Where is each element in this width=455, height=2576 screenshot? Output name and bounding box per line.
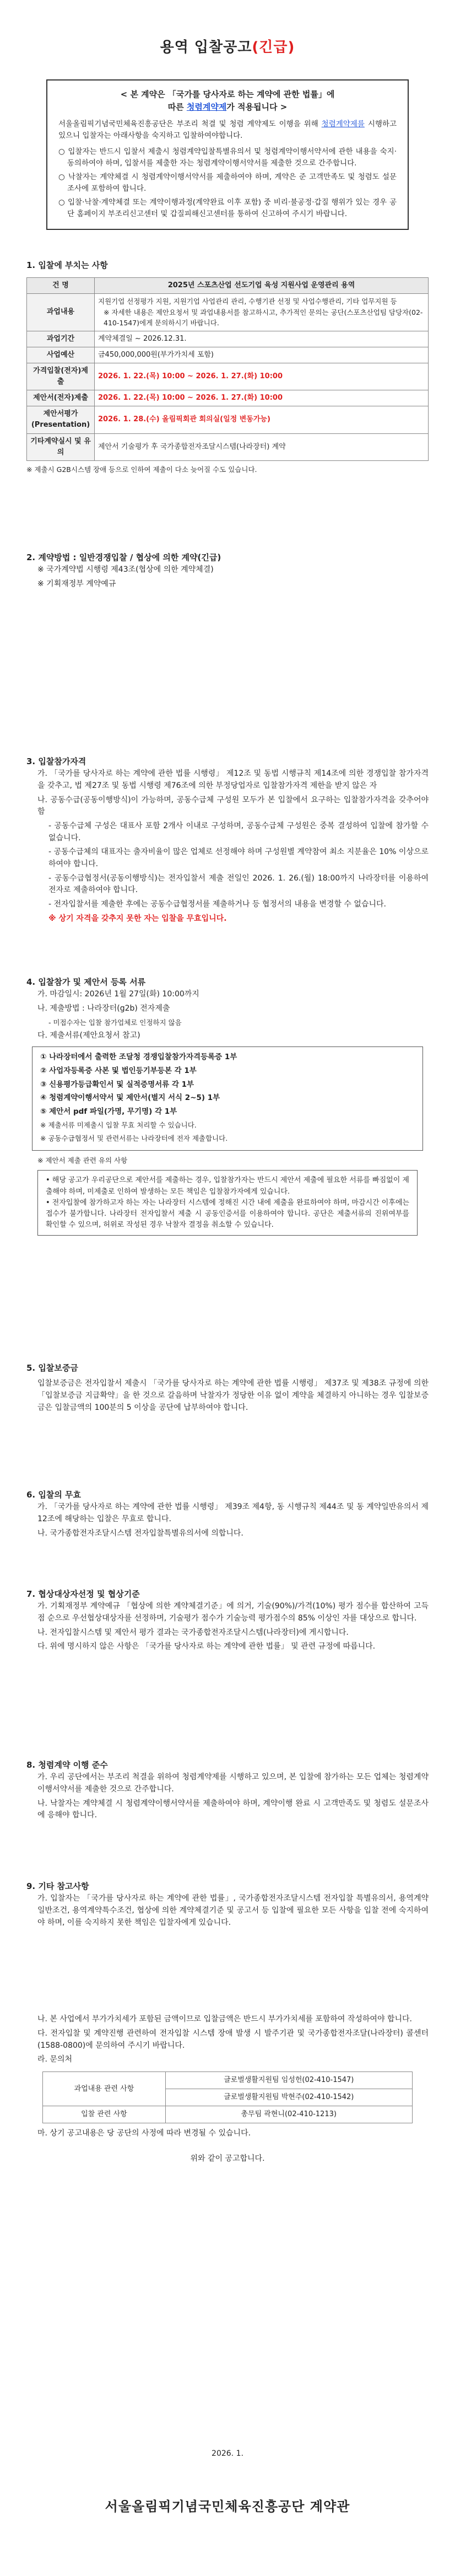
required-documents-box <box>32 1046 423 1151</box>
closing-text: 위와 같이 공고합니다. <box>190 2154 265 2164</box>
section-3-warning: ※ 상기 자격을 갖추지 못한 자는 입찰을 무효입니다. <box>48 914 227 923</box>
document-item: ③ 신용평가등급확인서 및 실적증명서류 각 1부 <box>40 1080 194 1089</box>
deadline-line: 가. 마감일시: 2026년 1월 27일(화) 10:00까지 <box>37 990 199 999</box>
contact-person: 총무팀 곽현니(02-410-1213) <box>165 2106 412 2123</box>
document-item: ② 사업자등록증 사본 및 법인등기부등본 각 1부 <box>40 1066 197 1075</box>
section-6 <box>26 1489 429 1542</box>
notice-heading-pre: 따른 <box>167 101 187 112</box>
row-label: 사업예산 <box>27 347 95 363</box>
section-8-line: 나. 낙찰자는 계약체결 시 청렴계약이행서약서를 제출하여야 하며, 계약이행 완료 시 고객만족도 및 청렴도 설문조사에 응해야 합니다. <box>37 1799 429 1820</box>
row-value: 2026. 1. 22.(목) 10:00 ~ 2026. 1. 27.(화) 10:00 <box>95 363 429 390</box>
section-9-line: 가. 입찰자는 「국가를 당사자로 하는 계약에 관한 법률」, 국가종합전자조달시스템 전자입찰 특별유의서, 용역계약일반조건, 용역계약특수조건, 협상에 의한 계약체결기준 및 공고서 등 입찰에 필요한 모든 사항을 입찰 전에 숙지하여야 하며, 이를 숙지하지 못한 책임은 입찰자에게 있습니다. <box>37 1894 429 1927</box>
table-row <box>43 2072 413 2089</box>
table-row <box>43 2106 413 2123</box>
notice-intro-post: 시행하고 있으니 입찰자는 아래사항을 숙지하고 입찰하여야합니다. <box>58 120 397 141</box>
notice-heading-post: 가 적용됩니다 > <box>226 101 288 112</box>
notice-intro-pre: 서울올림픽기념국민체육진흥공단은 부조리 척결 및 청렴 계약제도 이행을 위해 <box>58 120 322 129</box>
contact-table <box>42 2071 413 2123</box>
section-7-heading: 7. 협상대상자선정 및 협상기준 <box>26 1589 140 1599</box>
section-5-body: 입찰보증금은 전자입찰서 제출시 「국가를 당사자로 하는 계약에 관한 법률 시행령」 제37조 및 제38조 규정에 의한 「입찰보증금 지급확약」을 한 것으로 갈음하며 낙찰자가 정당한 이유 없이 계약을 체결하지 아니하는 경우 입찰보증금은 입찰금액의 100분의 5 이상을 공단에 납부하여야 합니다. <box>37 1379 429 1412</box>
row-value: 계약체결일 ~ 2026.12.31. <box>95 331 429 347</box>
announcement-date: 2026. 1. <box>212 2449 243 2458</box>
section-9-heading: 9. 기타 참고사항 <box>26 1881 89 1891</box>
section-9-line: 다. 전자입찰 및 계약진행 관련하여 전자입찰 시스템 장애 발생 시 발주기관 및 국가종합전자조달(나라장터) 콜센터(1588-0800)에 문의하여 주시기 바랍니다. <box>37 2029 429 2050</box>
document-item: ① 나라장터에서 출력한 조달청 경쟁입찰참가자격등록증 1부 <box>40 1052 237 1061</box>
integrity-notice-box <box>46 79 409 229</box>
row-value <box>95 294 429 331</box>
section-3 <box>26 755 429 927</box>
section-3-line: - 공동수급체 구성은 대표사 포함 2개사 이내로 구성하며, 공동수급체 구성원은 중복 결성하여 입찰에 참가할 수 없습니다. <box>48 822 429 842</box>
section-1-heading: 1. 입찰에 부치는 사항 <box>26 260 108 270</box>
notice-item: ○ 낙찰자는 계약체결 시 청렴계약이행서약서를 제출하여야 하며, 계약은 준 고객만족도 및 청렴도 설문조사에 포함하여 합니다. <box>58 172 397 193</box>
section-8-heading: 8. 청렴계약 이행 준수 <box>26 1760 108 1770</box>
section-6-line: 가. 「국가를 당사자로 하는 계약에 관한 법률 시행령」 제39조 제4항, 동 시행규칙 제44조 및 동 계약일반유의서 제12조에 해당하는 입찰은 무효로 합니다. <box>37 1502 429 1523</box>
section-4-line: - 미접수자는 입찰 참가업체로 인정하지 않음 <box>48 1018 182 1027</box>
section-8-line: 가. 우리 공단에서는 부조리 척결을 위하여 청렴계약제를 시행하고 있으며, 본 입찰에 참가하는 모든 업체는 청렴계약이행서약서를 제출한 것으로 간주합니다. <box>37 1773 429 1794</box>
contact-person: 글로벌생활지원팀 박현주(02-410-1542) <box>165 2089 412 2106</box>
row-value: 2026. 1. 28.(수) 올림픽회관 회의실(일정 변동가능) <box>95 406 429 433</box>
section-7 <box>26 1588 429 1655</box>
title-main: 용역 입찰공고 <box>160 39 252 56</box>
notice-item: ○ 입찰자는 반드시 입찰서 제출시 청렴계약입찰특별유의서 및 청렴계약이행서약서에 관한 내용을 숙지·동의하여야 하며, 입찰서를 제출한 자는 청렴계약이행서약서를 제출한 것으로 간주합니다. <box>58 147 397 168</box>
section-7-line: 나. 전자입찰시스템 및 제안서 평가 결과는 국가종합전자조달시스템(나라장터)에 게시합니다. <box>37 1628 349 1637</box>
section-2-heading: 2. 계약방법 : 일반경쟁입찰 / 협상에 의한 계약(긴급) <box>26 552 221 562</box>
row-label: 제안서(전자)제출 <box>27 390 95 406</box>
section-9-line: 나. 본 사업에서 부가가치세가 포함된 금액이므로 입찰금액은 반드시 부가가치세를 포함하여 작성하여야 합니다. <box>37 2015 412 2024</box>
section-7-line: 다. 위에 명시하지 않은 사항은 「국가를 당사자로 하는 계약에 관한 법률」 및 관련 규정에 따릅니다. <box>37 1642 376 1651</box>
section-2-line: ※ 기획재정부 계약예규 <box>37 579 116 588</box>
notice-intro <box>58 119 397 142</box>
section-2-line: ※ 국가계약법 시행령 제43조(협상에 의한 계약체결) <box>37 565 214 575</box>
section-9 <box>26 1880 429 2167</box>
section-4-line: 나. 제출방법 : 나라장터(g2b) 전자제출 <box>37 1003 170 1013</box>
document-note: ※ 제출서류 미제출시 입찰 무효 처리할 수 있습니다. <box>40 1121 197 1130</box>
title-urgent: (긴급) <box>252 39 295 56</box>
spacer <box>26 1931 429 2014</box>
notice-heading <box>58 88 397 113</box>
notice-item: ○ 입찰·낙찰·계약체결 또는 계약이행과정(계약완료 이후 포함) 중 비리·불공정·갑질 행위가 있는 경우 공단 홈페이지 부조리신고센터 및 갑질피해신고센터를 통하여 신고하여 주시기 바랍니다. <box>58 197 397 218</box>
row-label: 가격입찰(전자)제출 <box>27 363 95 390</box>
row-value: 2026. 1. 22.(목) 10:00 ~ 2026. 1. 27.(화) 10:00 <box>95 390 429 406</box>
scope-note: ※ 자세한 내용은 제안요청서 및 과업내용서를 참고하시고, 추가적인 문의는 공단(스포츠산업팀 담당자(02-410-1547)에게 문의하시기 바랍니다. <box>104 308 423 328</box>
row-label: 과업내용 <box>27 294 95 331</box>
document-item: ④ 청렴계약이행서약서 및 제안서(별지 서식 2~5) 1부 <box>40 1093 220 1103</box>
row-label: 제안서평가(Presentation) <box>27 406 95 433</box>
section-6-heading: 6. 입찰의 무효 <box>26 1490 82 1500</box>
section-8 <box>26 1759 429 1824</box>
page-title <box>26 0 429 58</box>
contact-person: 글로벌생활지원팀 임성헌(02-410-1547) <box>165 2072 412 2089</box>
contact-dept: 입찰 관련 사항 <box>43 2106 165 2123</box>
section-7-line: 가. 기획재정부 계약예규 「협상에 의한 계약체결기준」에 의거, 기술(90%)/가격(10%) 평가 점수를 합산하여 고득점 순으로 우선협상대상자를 선정하며, 기술평가 점수가 기술능력 평가점수의 85% 이상인 자를 대상으로 합니다. <box>37 1602 429 1623</box>
section-4 <box>26 976 429 1240</box>
issuing-organization: 서울올림픽기념국민체육진흥공단 계약관 <box>105 2499 350 2514</box>
notice-heading-emph: 청렴계약제 <box>186 101 227 112</box>
caution-box: • 해당 공고가 우리공단으로 제안서를 제출하는 경우, 입찰참가자는 반드시 제안서 제출에 필요한 서류를 빠짐없이 제출해야 하며, 미제출로 인하여 발생하는 모든 책임은 입찰참가자에게 있습니다. • 전자입찰에 참가하고자 하는 자는 나라장터 시스템에 정해진 시간 내에 제출을 완료하여야 하며, 마감시간 이후에는 접수가 불가합니다. 나라장터 전자입찰서 제출 시 공동인증서를 이용하여야 합니다. 공단은 제출서류의 진위여부를 확인할 수 있으며, 허위로 작성된 경우 낙찰자 결정을 취소할 수 있습니다. <box>37 1170 418 1236</box>
bid-info-table <box>26 277 429 461</box>
document-note: ※ 공동수급협정서 및 관련서류는 나라장터에 전자 제출합니다. <box>40 1134 228 1142</box>
scope-text: 지원기업 선정평가 지원, 지원기업 사업관리 관리, 수행기관 선정 및 사업수행관리, 기타 업무지원 등 <box>98 297 397 306</box>
section-5-heading: 5. 입찰보증금 <box>26 1363 78 1373</box>
section-3-line: - 공동수급체의 대표자는 출자비율이 많은 업체로 선정해야 하며 구성원별 계약참여 최소 지분율은 10% 이상으로 하여야 합니다. <box>48 847 429 869</box>
row-value: 제안서 기술평가 후 국가종합전자조달시스템(나라장터) 계약 <box>95 433 429 460</box>
section-3-heading: 3. 입찰참가자격 <box>26 756 86 766</box>
section-4-line: 다. 제출서류(제안요청서 참고) <box>37 1031 140 1040</box>
section-3-line: 가. 「국가를 당사자로 하는 계약에 관한 법률 시행령」 제12조 및 동법 시행규칙 제14조에 의한 경쟁입찰 참가자격을 갖추고, 법 제27조 및 동법 시행령 제76조에 의한 부정당업자로 입찰참가자격 제한을 받지 않은 자 <box>37 769 429 790</box>
document-item: ⑤ 제안서 pdf 파일(가명, 무기명) 각 1부 <box>40 1107 177 1117</box>
section-1 <box>26 259 429 475</box>
table-header-label: 건 명 <box>27 278 95 294</box>
contact-dept: 과업내용 관련 사항 <box>43 2072 165 2106</box>
row-label: 기타계약실시 및 유의 <box>27 433 95 460</box>
section-9-line: 마. 상기 공고내용은 당 공단의 사정에 따라 변경될 수 있습니다. <box>37 2129 251 2138</box>
notice-heading-line2 <box>58 101 397 114</box>
table-footnote: ※ 제출시 G2B시스템 장애 등으로 인하여 제출이 다소 늦어질 수도 있습니다. <box>26 465 257 474</box>
section-6-line: 나. 국가종합전자조달시스템 전자입찰특별유의서에 의합니다. <box>37 1528 243 1538</box>
notice-intro-link: 청렴계약제를 <box>321 120 365 129</box>
table-header-value: 2025년 스포츠산업 선도기업 육성 지원사업 운영관리 용역 <box>95 278 429 294</box>
section-3-line: - 공동수급협정서(공동이행방식)는 전자입찰서 제출 전일인 2026. 1. 26.(월) 18:00까지 나라장터를 이용하여 전자로 제출하여야 합니다. <box>48 873 429 895</box>
section-3-line: - 전자입찰서를 제출한 후에는 공동수급협정서를 제출하거나 등 협정서의 내용을 변경할 수 없습니다. <box>48 900 386 909</box>
section-2 <box>26 551 429 593</box>
caution-title: ※ 제안서 제출 관련 유의 사항 <box>37 1156 128 1165</box>
notice-heading-line1: < 본 계약은 「국가를 당사자로 하는 계약에 관한 법률」에 <box>120 89 335 100</box>
contact-label: 라. 문의처 <box>37 2055 72 2064</box>
section-4-heading: 4. 입찰참가 및 제안서 등록 서류 <box>26 977 146 987</box>
row-label: 과업기간 <box>27 331 95 347</box>
section-3-line: 나. 공동수급(공동이행방식)이 가능하며, 공동수급체 구성원 모두가 본 입찰에서 요구하는 입찰참가자격을 갖추어야 함 <box>37 795 429 817</box>
row-value: 금450,000,000원(부가가치세 포함) <box>95 347 429 363</box>
section-5 <box>26 1362 429 1416</box>
